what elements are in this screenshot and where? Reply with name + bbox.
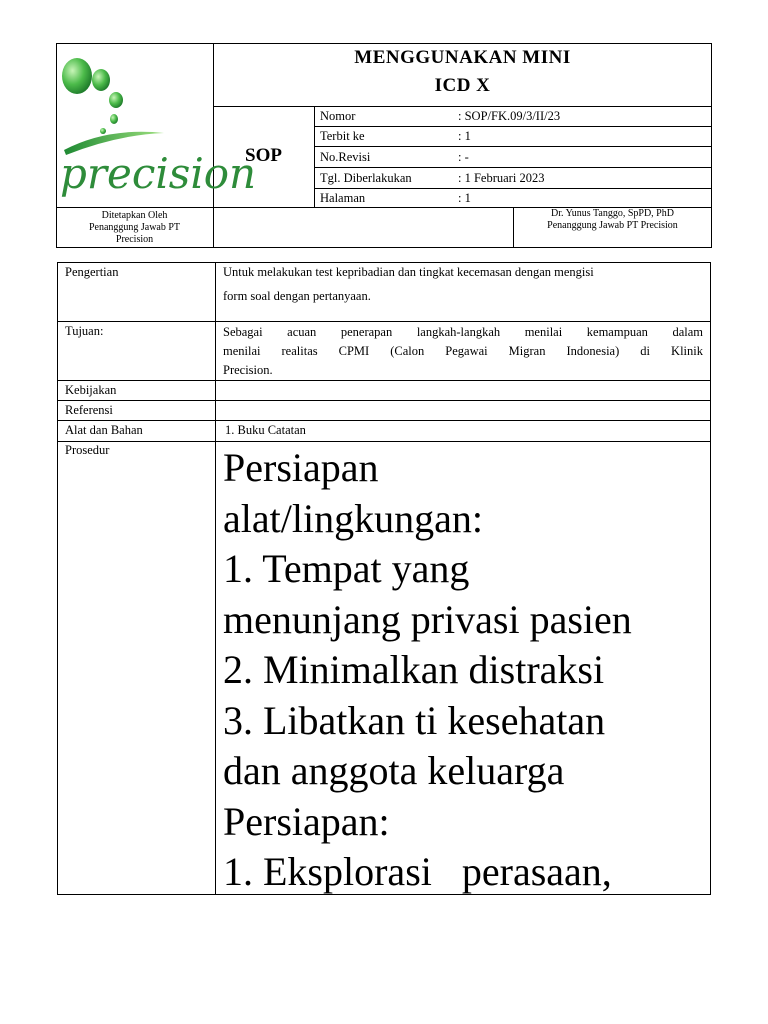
approved-left-line3: Precision	[115, 234, 154, 245]
prosedur-line: 1. Eksplorasi perasaan,	[223, 849, 612, 894]
tujuan-line3: Precision.	[223, 363, 273, 377]
prosedur-content	[223, 443, 708, 893]
row-label-tujuan: Tujuan:	[65, 324, 104, 338]
prosedur-line: dan anggota keluarga	[223, 748, 565, 793]
body-column-divider	[215, 262, 216, 895]
pengertian-line1: Untuk melakukan test kepribadian dan tingkat kecemasan dengan mengisi	[223, 265, 594, 279]
info-value-revisi: : -	[458, 150, 469, 164]
doc-title-line2: ICD X	[434, 75, 491, 96]
prosedur-line: 2. Minimalkan distraksi	[223, 647, 605, 692]
approved-right	[513, 208, 712, 232]
row-label-alat: Alat dan Bahan	[65, 423, 143, 437]
approved-left	[56, 210, 213, 246]
info-label-terbit: Terbit ke	[320, 129, 365, 143]
logo	[58, 55, 257, 202]
approved-right-line2: Penanggung Jawab PT Precision	[547, 220, 678, 231]
info-row-line	[314, 167, 712, 168]
approved-left-line2: Penanggung Jawab PT	[88, 222, 181, 233]
info-label-tgl: Tgl. Diberlakukan	[320, 171, 412, 185]
header-divider-sop	[314, 106, 315, 207]
doc-title-line1: MENGGUNAKAN MINI	[354, 47, 571, 68]
prosedur-line: menunjang privasi pasien	[223, 596, 632, 642]
sop-label: SOP	[245, 145, 282, 166]
info-value-halaman: : 1	[458, 191, 471, 205]
header-title-bottom	[213, 106, 712, 107]
prosedur-line: 1. Tempat yang	[223, 546, 470, 591]
approved-right-line1: Dr. Yunus Tanggo, SpPD, PhD	[551, 208, 674, 219]
info-label-nomor: Nomor	[320, 109, 356, 123]
info-value-nomor: : SOP/FK.09/3/II/23	[458, 109, 561, 123]
body-row-line	[57, 420, 711, 421]
body-row-line	[57, 441, 711, 442]
pengertian-line2: form soal dengan pertanyaan.	[223, 289, 371, 303]
body-row-line	[57, 400, 711, 401]
info-label-halaman: Halaman	[320, 191, 366, 205]
row-label-pengertian: Pengertian	[65, 265, 119, 279]
logo-text: precision	[60, 149, 257, 198]
prosedur-line: Persiapan:	[223, 798, 390, 844]
tujuan-line1: Sebagai acuan penerapan langkah-langkah menilai kemampuan dalam	[223, 325, 703, 339]
alat-item-1: 1. Buku Catatan	[225, 423, 306, 437]
row-label-kebijakan: Kebijakan	[65, 383, 117, 397]
info-label-revisi: No.Revisi	[320, 150, 371, 164]
info-value-tgl: : 1 Februari 2023	[458, 171, 545, 185]
approved-left-line1: Ditetapkan Oleh	[101, 210, 168, 221]
info-value-terbit: : 1	[458, 129, 471, 143]
prosedur-line: Persiapan	[223, 445, 379, 490]
info-row-line	[314, 126, 712, 127]
info-row-line	[314, 188, 712, 189]
row-label-prosedur: Prosedur	[65, 443, 110, 457]
tujuan-line2: menilai realitas CPMI (Calon Pegawai Migran Indonesia) di Klinik	[223, 344, 703, 358]
prosedur-line: alat/lingkungan:	[223, 495, 483, 541]
row-label-referensi: Referensi	[65, 403, 113, 417]
body-row-line	[57, 380, 711, 381]
body-row-line	[57, 321, 711, 322]
prosedur-line: 3. Libatkan ti kesehatan	[223, 697, 606, 743]
info-row-line	[314, 146, 712, 147]
logo-graphic	[58, 55, 257, 202]
tujuan-text	[223, 323, 703, 380]
